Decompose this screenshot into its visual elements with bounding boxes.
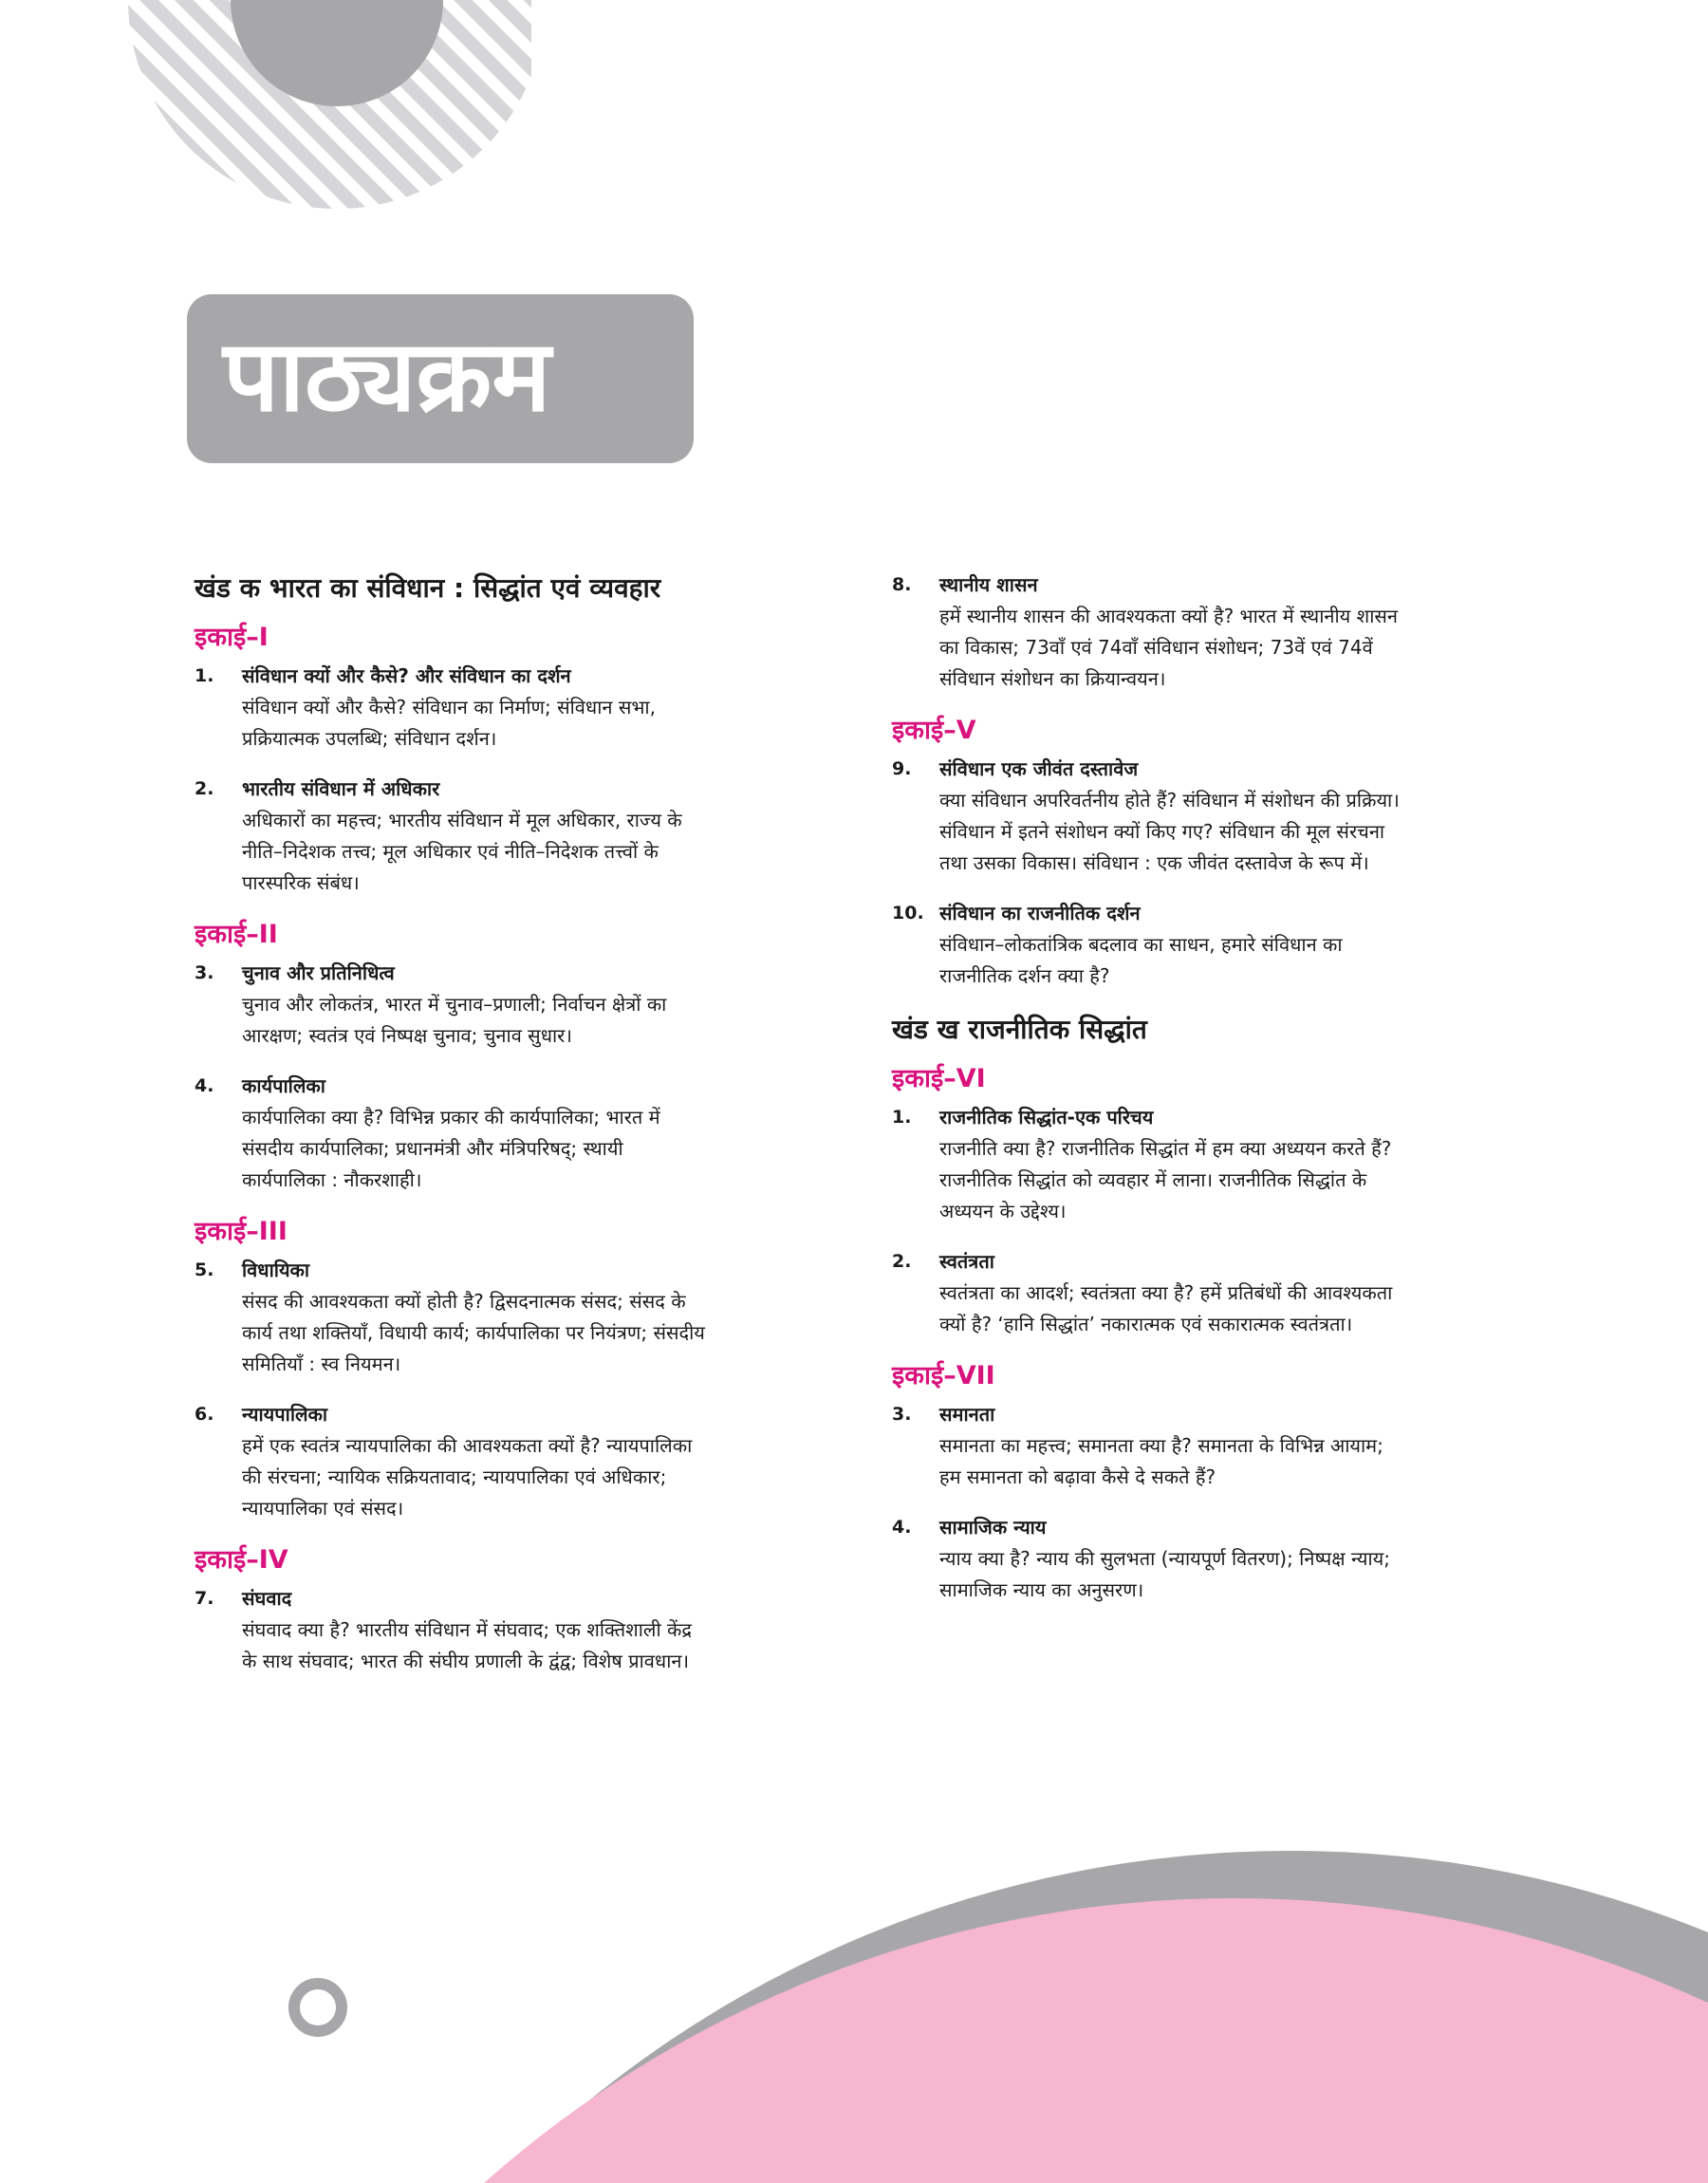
item-number: 5. [195, 1259, 214, 1280]
item-description-line: का विकास; 73वाँ एवं 74वाँ संविधान संशोधन; 73वें एवं 74वें [939, 636, 1373, 659]
item-description-line: प्रक्रियात्मक उपलब्धि; संविधान दर्शन। [242, 727, 497, 750]
item-description-line: राजनीति क्या है? राजनीतिक सिद्धांत में हम क्या अध्ययन करते हैं? [939, 1137, 1392, 1160]
section-heading: खंड क भारत का संविधान : सिद्धांत एवं व्यवहार [195, 572, 661, 604]
item-description-line: स्वतंत्रता का आदर्श; स्वतंत्रता क्या है? हमें प्रतिबंधों की आवश्यकता [939, 1281, 1393, 1304]
unit-heading: इकाई–IV [195, 1545, 288, 1575]
item-title: संविधान का राजनीतिक दर्शन [939, 902, 1141, 924]
item-description-line: चुनाव और लोकतंत्र, भारत में चुनाव–प्रणाली; निर्वाचन क्षेत्रों का [242, 993, 667, 1016]
item-description-line: हम समानता को बढ़ावा कैसे दे सकते हैं? [939, 1465, 1216, 1488]
item-number: 7. [195, 1588, 214, 1609]
item-number: 10. [892, 903, 924, 924]
item-title: राजनीतिक सिद्धांत-एक परिचय [939, 1106, 1154, 1129]
item-title: संविधान क्यों और कैसे? और संविधान का दर्शन [242, 664, 571, 687]
item-description-line: सामाजिक न्याय का अनुसरण। [939, 1578, 1144, 1601]
unit-heading: इकाई–VI [892, 1064, 986, 1093]
item-title: स्वतंत्रता [939, 1250, 994, 1273]
item-description-line: समानता का महत्त्व; समानता क्या है? समानता के विभिन्न आयाम; [939, 1434, 1383, 1457]
item-description-line: न्यायपालिका एवं संसद। [242, 1497, 404, 1520]
item-description-line: संविधान संशोधन का क्रियान्वयन। [939, 667, 1166, 690]
item-number: 9. [892, 758, 912, 779]
page-title: पाठ्यक्रम [223, 318, 551, 434]
item-description-line: संघवाद क्या है? भारतीय संविधान में संघवाद; एक शक्तिशाली केंद्र [242, 1618, 692, 1641]
item-description-line: अध्ययन के उद्देश्य। [939, 1200, 1067, 1222]
item-number: 2. [195, 778, 214, 799]
item-number: 1. [195, 665, 214, 686]
item-description-line: राजनीतिक दर्शन क्या है? [939, 964, 1110, 987]
item-number: 2. [892, 1251, 912, 1272]
item-description-line: नीति–निदेशक तत्त्व; मूल अधिकार एवं नीति–निदेशक तत्त्वों के [242, 840, 659, 863]
item-title: न्यायपालिका [242, 1403, 328, 1426]
item-number: 4. [892, 1517, 912, 1538]
item-description-line: हमें एक स्वतंत्र न्यायपालिका की आवश्यकता क्यों है? न्यायपालिका [242, 1434, 693, 1457]
item-description-line: समितियाँ : स्व नियमन। [242, 1353, 401, 1375]
item-description-line: संसदीय कार्यपालिका; प्रधानमंत्री और मंत्रिपरिषद्; स्थायी [242, 1137, 623, 1160]
item-description-line: अधिकारों का महत्त्व; भारतीय संविधान में मूल अधिकार, राज्य के [242, 809, 682, 831]
item-description-line: संविधान–लोकतांत्रिक बदलाव का साधन, हमारे संविधान का [939, 933, 1343, 956]
item-number: 1. [892, 1107, 912, 1128]
item-description-line: आरक्षण; स्वतंत्र एवं निष्पक्ष चुनाव; चुनाव सुधार। [242, 1024, 572, 1047]
item-title: समानता [939, 1403, 995, 1426]
item-number: 6. [195, 1404, 214, 1425]
item-title: कार्यपालिका [242, 1074, 325, 1097]
item-description-line: संविधान क्यों और कैसे? संविधान का निर्माण; संविधान सभा, [242, 696, 656, 718]
section-heading: खंड ख राजनीतिक सिद्धांत [892, 1014, 1147, 1045]
item-description-line: हमें स्थानीय शासन की आवश्यकता क्यों है? भारत में स्थानीय शासन [939, 605, 1399, 627]
unit-heading: इकाई–V [892, 716, 976, 745]
unit-heading: इकाई–III [195, 1217, 288, 1246]
unit-heading: इकाई–I [195, 623, 269, 652]
item-title: भारतीय संविधान में अधिकार [242, 777, 440, 800]
item-title: स्थानीय शासन [939, 573, 1038, 596]
item-title: सामाजिक न्याय [939, 1516, 1047, 1539]
item-description-line: न्याय क्या है? न्याय की सुलभता (न्यायपूर्ण वितरण); निष्पक्ष न्याय; [939, 1547, 1390, 1570]
item-description-line: कार्यपालिका : नौकरशाही। [242, 1168, 422, 1191]
item-description-line: संविधान में इतने संशोधन क्यों किए गए? संविधान की मूल संरचना [939, 820, 1385, 843]
unit-heading: इकाई–II [195, 920, 278, 949]
item-number: 4. [195, 1075, 214, 1096]
item-description-line: राजनीतिक सिद्धांत को व्यवहार में लाना। राजनीतिक सिद्धांत के [939, 1168, 1367, 1191]
item-title: विधायिका [242, 1259, 310, 1281]
item-title: संविधान एक जीवंत दस्तावेज [939, 757, 1139, 780]
unit-heading: इकाई–VII [892, 1361, 995, 1390]
item-number: 3. [195, 962, 214, 983]
item-title: चुनाव और प्रतिनिधित्व [242, 961, 395, 984]
item-description-line: पारस्परिक संबंध। [242, 871, 360, 894]
item-description-line: क्या संविधान अपरिवर्तनीय होते हैं? संविधान में संशोधन की प्रक्रिया। [939, 789, 1400, 812]
item-description-line: क्यों है? ‘हानि सिद्धांत’ नकारात्मक एवं सकारात्मक स्वतंत्रता। [939, 1313, 1353, 1335]
item-description-line: के साथ संघवाद; भारत की संघीय प्रणाली के द्वंद्व; विशेष प्रावधान। [242, 1650, 690, 1672]
item-description-line: कार्य तथा शक्तियाँ, विधायी कार्य; कार्यपालिका पर नियंत्रण; संसदीय [242, 1321, 705, 1344]
item-number: 8. [892, 574, 912, 595]
item-description-line: संसद की आवश्यकता क्यों होती है? द्विसदनात्मक संसद; संसद के [242, 1290, 686, 1313]
item-title: संघवाद [242, 1587, 292, 1610]
item-description-line: तथा उसका विकास। संविधान : एक जीवंत दस्तावेज के रूप में। [939, 851, 1369, 874]
item-number: 3. [892, 1404, 912, 1425]
item-description-line: की संरचना; न्यायिक सक्रियतावाद; न्यायपालिका एवं अधिकार; [242, 1465, 667, 1488]
item-description-line: कार्यपालिका क्या है? विभिन्न प्रकार की कार्यपालिका; भारत में [242, 1106, 660, 1129]
